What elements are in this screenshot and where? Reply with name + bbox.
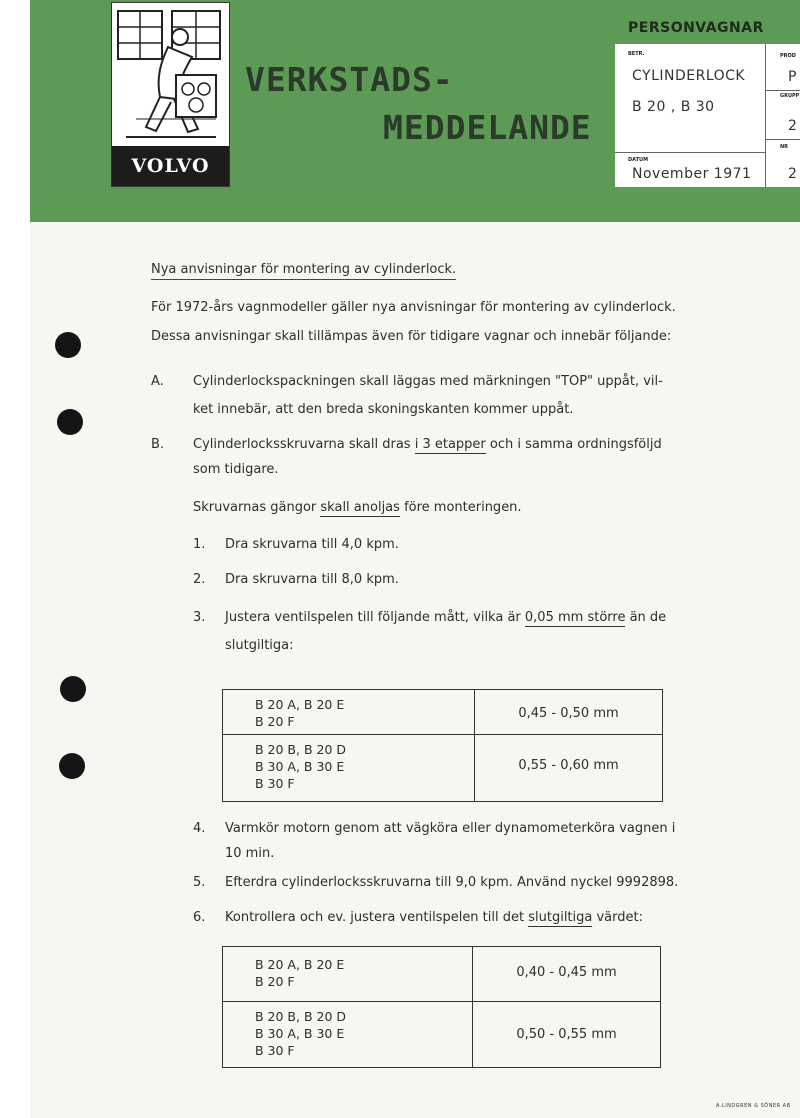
subject-cell <box>615 44 766 152</box>
prod-label: PROD <box>780 53 796 59</box>
nr-value: 2 <box>788 166 797 182</box>
underline-storre: 0,05 mm större <box>524 610 626 625</box>
oil-instruction: Skruvarnas gängor skall anoljas före monteringen. <box>193 500 522 515</box>
table-row <box>223 690 662 735</box>
table-row-value: 0,40 - 0,45 mm <box>516 965 617 980</box>
underline-etapper: i 3 etapper <box>414 437 486 452</box>
underline-slutgiltiga: slutgiltiga <box>528 910 593 925</box>
table-row-models: B 20 A, B 20 E B 20 F <box>255 697 345 729</box>
prod-value: P <box>788 69 797 85</box>
step-1-text: Dra skruvarna till 4,0 kpm. <box>225 537 399 552</box>
underline-anoljas: skall anoljas <box>320 500 400 515</box>
table-row-value: 0,50 - 0,55 mm <box>516 1027 617 1042</box>
grupp-value: 2 <box>788 118 797 134</box>
punch-hole <box>55 332 81 358</box>
grupp-label: GRUPP <box>780 93 800 99</box>
step-6-number: 6. <box>193 910 206 925</box>
table-row <box>223 1002 660 1067</box>
step-4-text: Varmkör motorn genom att vägköra eller dynamometerköra vagnen i <box>225 821 676 836</box>
step-3-line2: slutgiltiga: <box>225 638 294 653</box>
intro-line1: För 1972-års vagnmodeller gäller nya anvisningar för montering av cylinderlock. <box>151 300 676 315</box>
item-a-line2: ket innebär, att den breda skoningskanten kommer uppåt. <box>193 402 574 417</box>
step-2-number: 2. <box>193 572 206 587</box>
table-row-models: B 20 A, B 20 E B 20 F <box>255 957 345 989</box>
prod-cell <box>766 44 800 91</box>
step-3-number: 3. <box>193 610 206 625</box>
table-row-value: 0,55 - 0,60 mm <box>518 758 619 773</box>
step-5-text: Efterdra cylinderlocksskruvarna till 9,0 kpm. Använd nyckel 9992898. <box>225 875 679 890</box>
mechanic-illustration <box>116 7 224 145</box>
item-b-line2: som tidigare. <box>193 462 279 477</box>
step-4-line2: 10 min. <box>225 846 275 861</box>
step-4-number: 4. <box>193 821 206 836</box>
table-row <box>223 735 662 801</box>
clearance-table-2 <box>222 946 661 1068</box>
volvo-wordmark: VOLVO <box>112 146 229 186</box>
step-6-text: Kontrollera och ev. justera ventilspelen till det slutgiltiga värdet: <box>225 910 643 925</box>
volvo-logo-box <box>111 2 230 187</box>
bulletin-title-line2: MEDDELANDE <box>383 108 592 147</box>
category-label: PERSONVAGNAR <box>628 20 764 36</box>
punch-hole <box>57 409 83 435</box>
item-a-marker: A. <box>151 374 164 389</box>
step-1-number: 1. <box>193 537 206 552</box>
clearance-table-1 <box>222 689 663 802</box>
models-text: B 20 , B 30 <box>632 99 715 115</box>
printer-imprint: A.LINDGREN & SÖNER AB <box>716 1103 791 1109</box>
heading: Nya anvisningar för montering av cylinderlock. <box>151 262 456 277</box>
table-row-models: B 20 B, B 20 D B 30 A, B 30 E B 30 F <box>255 742 347 791</box>
page-edge <box>0 0 30 1118</box>
date-text: November 1971 <box>632 166 752 182</box>
item-b-line1: Cylinderlocksskruvarna skall dras i 3 etapper och i samma ordningsföljd <box>193 437 662 452</box>
punch-hole <box>59 753 85 779</box>
step-5-number: 5. <box>193 875 206 890</box>
table-row-value: 0,45 - 0,50 mm <box>518 706 619 721</box>
item-b-marker: B. <box>151 437 165 452</box>
intro-line2: Dessa anvisningar skall tillämpas även för tidigare vagnar och innebär följande: <box>151 329 672 344</box>
grupp-cell <box>766 91 800 140</box>
item-a-line1: Cylinderlockspackningen skall läggas med märkningen "TOP" uppåt, vil- <box>193 374 663 389</box>
step-2-text: Dra skruvarna till 8,0 kpm. <box>225 572 399 587</box>
info-box <box>615 44 800 187</box>
nr-cell <box>766 140 800 187</box>
nr-label: NR <box>780 144 789 150</box>
date-cell <box>615 152 766 188</box>
table-row <box>223 947 660 1002</box>
punch-hole <box>60 676 86 702</box>
subject-text: CYLINDERLOCK <box>632 68 746 84</box>
betr-label: BETR. <box>628 51 645 57</box>
step-3-text: Justera ventilspelen till följande mått, vilka är 0,05 mm större än de <box>225 610 667 625</box>
datum-label: DATUM <box>628 157 649 163</box>
bulletin-title-line1: VERKSTADS- <box>245 60 454 99</box>
table-row-models: B 20 B, B 20 D B 30 A, B 30 E B 30 F <box>255 1009 347 1058</box>
